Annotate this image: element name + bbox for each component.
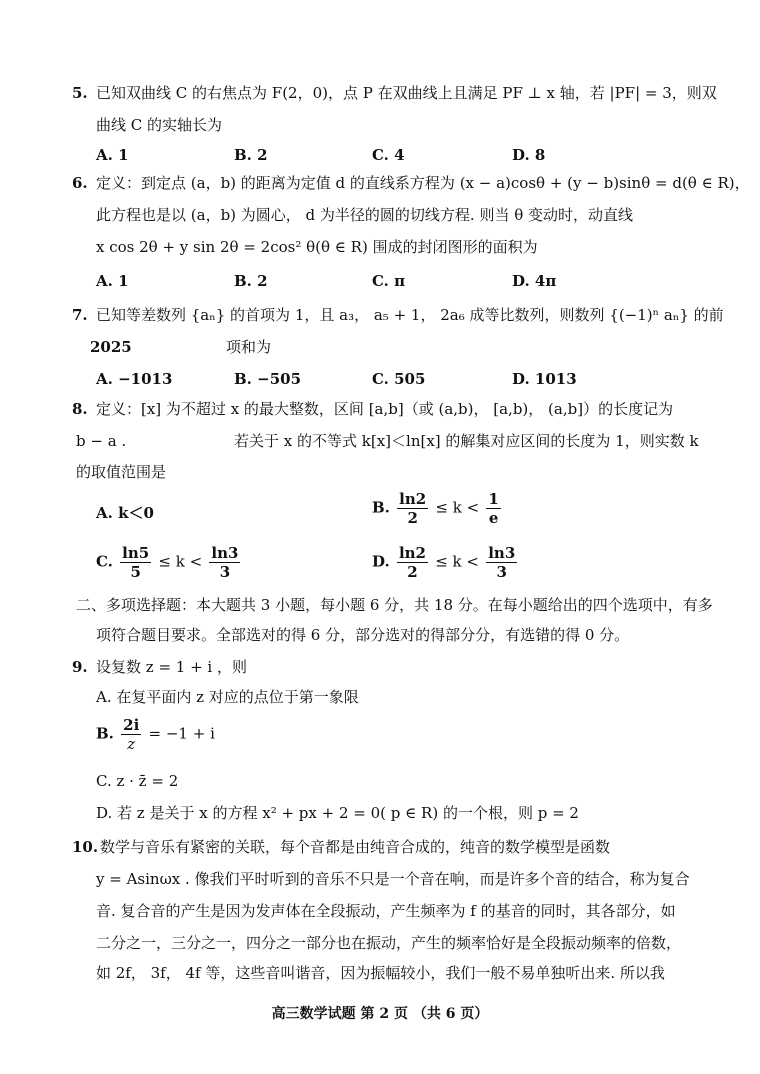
q5-text1: 已知双曲线 C 的右焦点为 F(2，0)，点 P 在双曲线上且满足 PF ⊥ x 轴，若 |PF| = 3，则双 [96, 84, 717, 102]
q7-number: 7. [72, 306, 88, 324]
q8-c-den1: 5 [130, 563, 141, 581]
q8-option-c-frac2 [209, 544, 240, 581]
q8-c-den2: 3 [219, 563, 231, 581]
q8-option-b-frac1 [397, 490, 428, 527]
q6-number: 6. [72, 174, 88, 192]
q8-d-num2: ln3 [488, 544, 516, 562]
q7-line1 [72, 304, 724, 326]
q9-option-b-label: B. [96, 724, 114, 743]
q8-option-d-frac1 [397, 544, 428, 581]
q9-option-a: A. 在复平面内 z 对应的点位于第一象限 [96, 688, 359, 706]
q8-c-num2: ln3 [211, 544, 239, 562]
q8-line2-expr: b − a . [76, 432, 127, 450]
q9-stem: 设复数 z = 1 + i ，则 [96, 658, 247, 676]
q8-option-b-label: B. [372, 498, 390, 517]
q9-b-den: z [127, 735, 136, 753]
q8-d-den1: 2 [407, 563, 418, 581]
q10-line1 [72, 836, 610, 858]
q6-line3: x cos 2θ + y sin 2θ = 2cos² θ(θ ∈ R) 围成的封闭图形的面积为 [96, 238, 538, 256]
page-footer: 高三数学试题 第 2 页 （共 6 页） [271, 1006, 489, 1022]
q8-line2-text: 若关于 x 的不等式 k[x]＜ln[x] 的解集对应区间的长度为 1，则实数 k [234, 432, 699, 450]
q8-option-d [372, 544, 519, 581]
q8-option-c [96, 544, 242, 581]
q10-line4: 二分之一，三分之一，四分之一部分也在振动，产生的频率恰好是全段振动频率的倍数， [96, 934, 682, 952]
q6-line2: 此方程也是以 (a，b) 为圆心， d 为半径的圆的切线方程. 则当 θ 变动时，动直线 [96, 206, 634, 224]
q9-number: 9. [72, 658, 88, 676]
q8-b-den2: e [488, 509, 499, 527]
q7-option-a: A. −1013 [96, 370, 173, 388]
q9-option-c: C. z · z̄ = 2 [96, 772, 179, 790]
q8-d-den2: 3 [496, 563, 507, 581]
q6-line1 [72, 172, 750, 194]
q8-option-d-frac2 [486, 544, 517, 581]
q8-option-c-frac1 [120, 544, 151, 581]
q5-option-d: D. 8 [512, 146, 546, 164]
q5-line2: 曲线 C 的实轴长为 [96, 116, 223, 134]
q9-option-b [96, 716, 215, 753]
q8-option-c-label: C. [96, 552, 113, 571]
q10-number: 10. [72, 838, 99, 856]
q8-d-num1: ln2 [398, 544, 426, 562]
q8-b-num2: 1 [488, 490, 499, 508]
q9-line1 [72, 656, 247, 678]
q10-text1: 数学与音乐有紧密的关联，每个音都是由纯音合成的，纯音的数学模型是函数 [100, 838, 611, 856]
q8-line3: 的取值范围是 [76, 463, 167, 481]
q6-option-d: D. 4π [512, 272, 557, 290]
q10-line2: y = Asinωx . 像我们平时听到的音乐不只是一个音在响，而是许多个音的结合，称为复合 [96, 870, 690, 888]
q5-line1 [72, 82, 717, 104]
q9-option-d: D. 若 z 是关于 x 的方程 x² + px + 2 = 0( p ∈ R) 的一个根，则 p = 2 [96, 804, 579, 822]
q5-number: 5. [72, 84, 88, 102]
q6-option-a: A. 1 [96, 272, 129, 290]
q10-line5: 如 2f， 3f， 4f 等，这些音叫谐音，因为振幅较小，我们一般不易单独听出来. 所以我 [96, 964, 665, 982]
q8-option-d-rel: ≤ k < [435, 552, 479, 571]
q7-line2-text: 项和为 [226, 338, 272, 356]
q8-text1: 定义：[x] 为不超过 x 的最大整数，区间 [a,b]（或 (a,b)， [a,b)， (a,b]）的长度记为 [96, 400, 674, 418]
q6-option-c: C. π [372, 272, 406, 290]
q7-option-c: C. 505 [372, 370, 426, 388]
q7-line2-count: 2025 [90, 338, 132, 356]
q5-option-a: A. 1 [96, 146, 129, 164]
q6-text1: 定义：到定点 (a，b) 的距离为定值 d 的直线系方程为 (x − a)cosθ + (y − b)sinθ = d(θ ∈ R)， [96, 174, 750, 192]
section2-line2: 项符合题目要求。全部选对的得 6 分，部分选对的得部分分，有选错的得 0 分。 [96, 626, 630, 644]
q8-c-num1: ln5 [122, 544, 150, 562]
q8-option-a: A. k＜0 [96, 504, 154, 522]
q8-option-b-rel: ≤ k < [435, 498, 480, 517]
q8-number: 8. [72, 400, 88, 418]
q7-option-d: D. 1013 [512, 370, 577, 388]
q8-b-num1: ln2 [399, 490, 427, 508]
q5-option-b: B. 2 [234, 146, 268, 164]
q10-line3: 音. 复合音的产生是因为发声体在全段振动，产生频率为 f 的基音的同时，其各部分，如 [96, 902, 676, 920]
q9-option-b-frac [121, 716, 141, 753]
q6-option-b: B. 2 [234, 272, 268, 290]
q8-b-den1: 2 [407, 509, 418, 527]
q9-option-b-rest: = −1 + i [148, 724, 215, 743]
q7-text1: 已知等差数列 {aₙ} 的首项为 1，且 a₃， a₅ + 1， 2a₆ 成等比数列，则数列 {(−1)ⁿ aₙ} 的前 [96, 306, 724, 324]
section2-line1: 二、多项选择题：本大题共 3 小题，每小题 6 分，共 18 分。在每小题给出的四个选项中，有多 [76, 596, 713, 614]
q8-option-c-rel: ≤ k < [158, 552, 203, 571]
q5-option-c: C. 4 [372, 146, 405, 164]
q8-option-b-frac2 [486, 490, 500, 527]
q7-option-b: B. −505 [234, 370, 302, 388]
q9-b-num: 2i [123, 716, 140, 734]
q8-line1 [72, 398, 673, 420]
q8-option-b [372, 490, 503, 527]
q8-option-d-label: D. [372, 552, 390, 571]
